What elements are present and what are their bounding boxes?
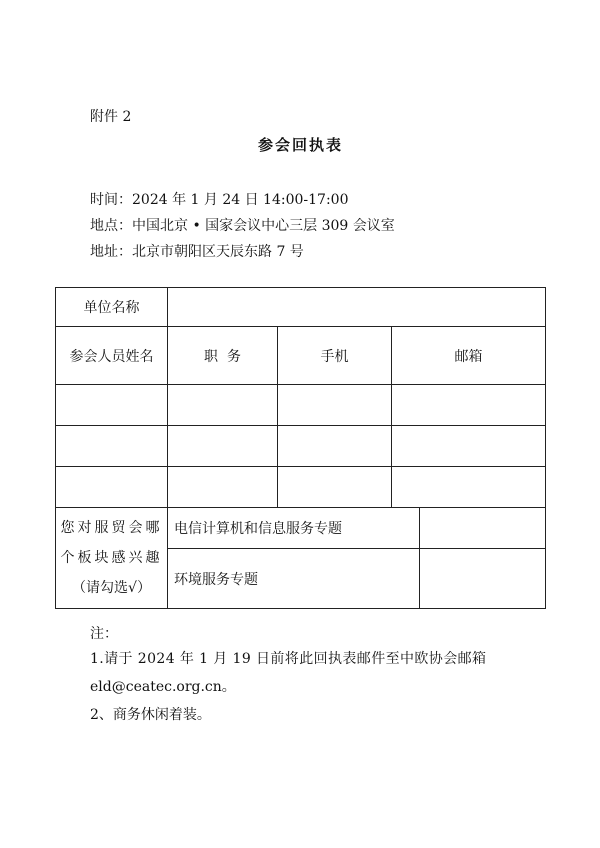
option-environment-checkbox[interactable] xyxy=(420,549,546,609)
notes-heading: 注： xyxy=(90,626,118,642)
table-row xyxy=(56,467,546,508)
note-item: 1.请于 2024 年 1 月 19 日前将此回执表邮件至中欧协会邮箱 xyxy=(90,651,487,667)
header-attendee-name: 参会人员姓名 xyxy=(56,327,168,385)
page-title: 参会回执表 xyxy=(258,136,344,154)
mobile-cell[interactable] xyxy=(278,426,392,467)
attendee-name-cell[interactable] xyxy=(56,467,168,508)
header-position: 职 务 xyxy=(168,327,278,385)
place-line xyxy=(90,215,395,235)
address-value: 北京市朝阳区天辰东路 7 号 xyxy=(132,244,304,260)
table-row xyxy=(56,426,546,467)
option-environment-label: 环境服务专题 xyxy=(168,549,420,609)
time-value: 2024 年 1 月 24 日 14:00-17:00 xyxy=(132,192,349,208)
email-cell[interactable] xyxy=(392,467,546,508)
attachment-label: 附件 2 xyxy=(90,109,132,125)
interest-question xyxy=(56,508,168,609)
time-line xyxy=(90,189,348,209)
interest-question-line: 您对服贸会哪 xyxy=(60,520,163,536)
place-label: 地点： xyxy=(90,218,132,234)
email-cell[interactable] xyxy=(392,385,546,426)
place-value: 中国北京 • 国家会议中心三层 309 会议室 xyxy=(132,218,395,234)
unit-name-label: 单位名称 xyxy=(56,288,168,327)
table-row xyxy=(56,385,546,426)
position-cell[interactable] xyxy=(168,385,278,426)
time-label: 时间： xyxy=(90,192,132,208)
interest-question-line: （请勾选√） xyxy=(72,580,151,596)
position-cell[interactable] xyxy=(168,467,278,508)
email-cell[interactable] xyxy=(392,426,546,467)
header-email: 邮箱 xyxy=(392,327,546,385)
note-item: 2、商务休闲着装。 xyxy=(90,707,211,723)
note-email: eld@ceatec.org.cn。 xyxy=(90,679,236,695)
header-mobile: 手机 xyxy=(278,327,392,385)
mobile-cell[interactable] xyxy=(278,467,392,508)
address-line xyxy=(90,241,304,261)
registration-table xyxy=(55,287,546,508)
attendee-name-cell[interactable] xyxy=(56,385,168,426)
interest-table xyxy=(55,507,546,609)
mobile-cell[interactable] xyxy=(278,385,392,426)
interest-question-line: 个板块感兴趣 xyxy=(60,550,163,566)
option-telecom-checkbox[interactable] xyxy=(420,508,546,549)
position-cell[interactable] xyxy=(168,426,278,467)
attendee-name-cell[interactable] xyxy=(56,426,168,467)
address-label: 地址： xyxy=(90,244,132,260)
option-telecom-label: 电信计算机和信息服务专题 xyxy=(168,508,420,549)
unit-name-field[interactable] xyxy=(168,288,546,327)
